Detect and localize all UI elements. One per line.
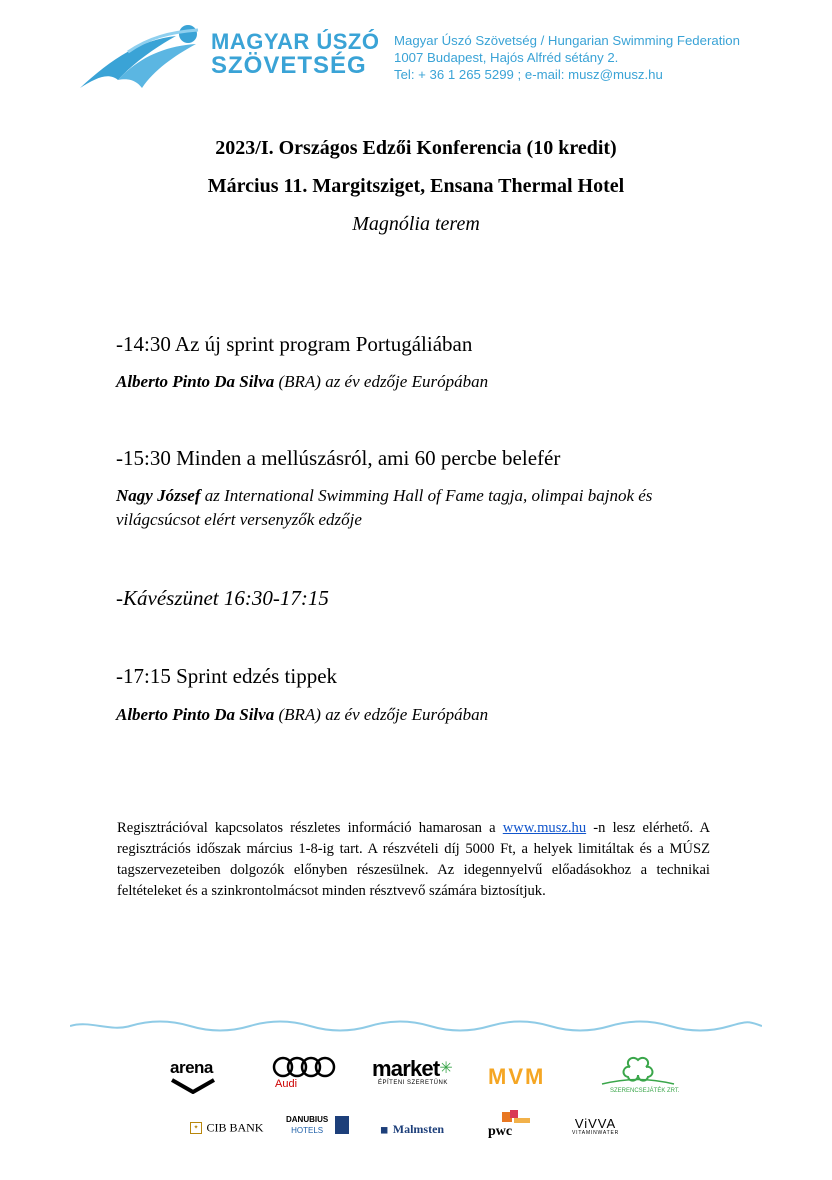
szerencsejatek-wordmark: SZERENCSEJÁTÉK ZRT. [610, 1088, 680, 1094]
sponsor-vivva-logo [572, 1117, 619, 1136]
danubius-hotels-wordmark: HOTELS [291, 1126, 324, 1135]
sponsor-malmsten-logo [380, 1120, 444, 1138]
malmsten-emblem-icon: ◼ [380, 1125, 389, 1136]
speaker-desc: (BRA) az év edzője Európában [274, 372, 489, 391]
cib-emblem-icon: ✦ [190, 1122, 202, 1134]
logo-line-2: SZÖVETSÉG [211, 52, 367, 80]
event-date-venue: Március 11. Margitsziget, Ensana Thermal Hotel [207, 175, 625, 197]
logo-line-1: MAGYAR ÚSZÓ [211, 29, 380, 54]
speaker-desc: az International Swimming Hall of Fame tagja, olimpai bajnok és világcsúcsot elért versenyzők edzője [116, 486, 653, 529]
coffee-break: -Kávészünet 16:30-17:15 [116, 586, 329, 610]
sponsor-market-logo [372, 1058, 452, 1086]
arena-diamond-icon [170, 1078, 216, 1094]
danubius-emblem-icon [335, 1116, 349, 1134]
audi-rings-icon [272, 1056, 338, 1078]
org-address: 1007 Budapest, Hajós Alfréd sétány 2. [394, 50, 619, 65]
registration-info [117, 818, 710, 902]
org-name: Magyar Úszó Szövetség / Hungarian Swimming Federation [394, 33, 740, 48]
registration-text-1: Regisztrációval kapcsolatos részletes információ hamarosan a [117, 820, 503, 836]
market-star-icon: ✳ [439, 1060, 452, 1077]
federation-logo-swimmer-icon [78, 22, 204, 92]
vivva-wordmark: ViVVA [574, 1116, 617, 1131]
market-tagline: ÉPÍTENI SZERETÜNK [378, 1080, 448, 1086]
vivva-tagline: VITAMINWATER [572, 1130, 620, 1136]
malmsten-wordmark: Malmsten [392, 1122, 445, 1136]
federation-logo-text [211, 30, 379, 78]
speaker-desc: (BRA) az év edzője Európában [274, 705, 489, 724]
registration-text-2: -n lesz elérhető. A regisztrációs időszak március 1-8-ig tart. A részvételi díj 5000 Ft, a helyek limitáltak és a MÚSZ tagszervezeteiben dolgozók előnyben részesülnek. Az idegennyelvű előadásokhoz a technikai feltételeket és a szinkrontolmácsot minden résztvevő számára biztosítjuk. [117, 820, 710, 899]
speaker-name: Alberto Pinto Da Silva [116, 372, 275, 391]
speaker-name: Nagy József [116, 486, 201, 505]
cib-wordmark: CIB BANK [206, 1120, 264, 1135]
footer-wave-divider [70, 1016, 762, 1036]
org-contact-block [394, 32, 740, 83]
org-contact: Tel: + 36 1 265 5299 ; e-mail: musz@musz.hu [394, 67, 663, 82]
session-2-title: -15:30 Minden a mellúszásról, ami 60 percbe belefér [116, 446, 561, 470]
arena-wordmark: arena [170, 1058, 213, 1077]
speaker-name: Alberto Pinto Da Silva [116, 705, 275, 724]
musz-website-link[interactable]: www.musz.hu [502, 820, 587, 836]
pwc-wordmark: pwc [488, 1124, 513, 1139]
sponsor-audi-logo [272, 1056, 338, 1090]
sponsor-danubius-logo [286, 1114, 349, 1136]
sponsor-mvm-logo: MVM [488, 1064, 546, 1089]
sponsor-szerencsejatek-logo [598, 1054, 680, 1094]
sponsor-cib-logo [190, 1119, 263, 1137]
session-3-speaker [116, 703, 696, 727]
session-2-speaker [116, 484, 696, 532]
sponsor-pwc-logo [488, 1110, 534, 1140]
danubius-wordmark: DANUBIUS [286, 1115, 329, 1124]
audi-wordmark: Audi [275, 1078, 298, 1090]
session-1-speaker [116, 370, 696, 394]
session-3-title: -17:15 Sprint edzés tippek [116, 664, 338, 688]
sponsor-arena-logo [170, 1058, 216, 1094]
session-1-title: -14:30 Az új sprint program Portugáliában [116, 332, 473, 356]
clover-icon [598, 1054, 678, 1088]
event-title: 2023/I. Országos Edzői Konferencia (10 kredit) [215, 137, 617, 159]
event-room: Magnólia terem [352, 213, 480, 235]
market-wordmark: market✳ [372, 1056, 452, 1081]
